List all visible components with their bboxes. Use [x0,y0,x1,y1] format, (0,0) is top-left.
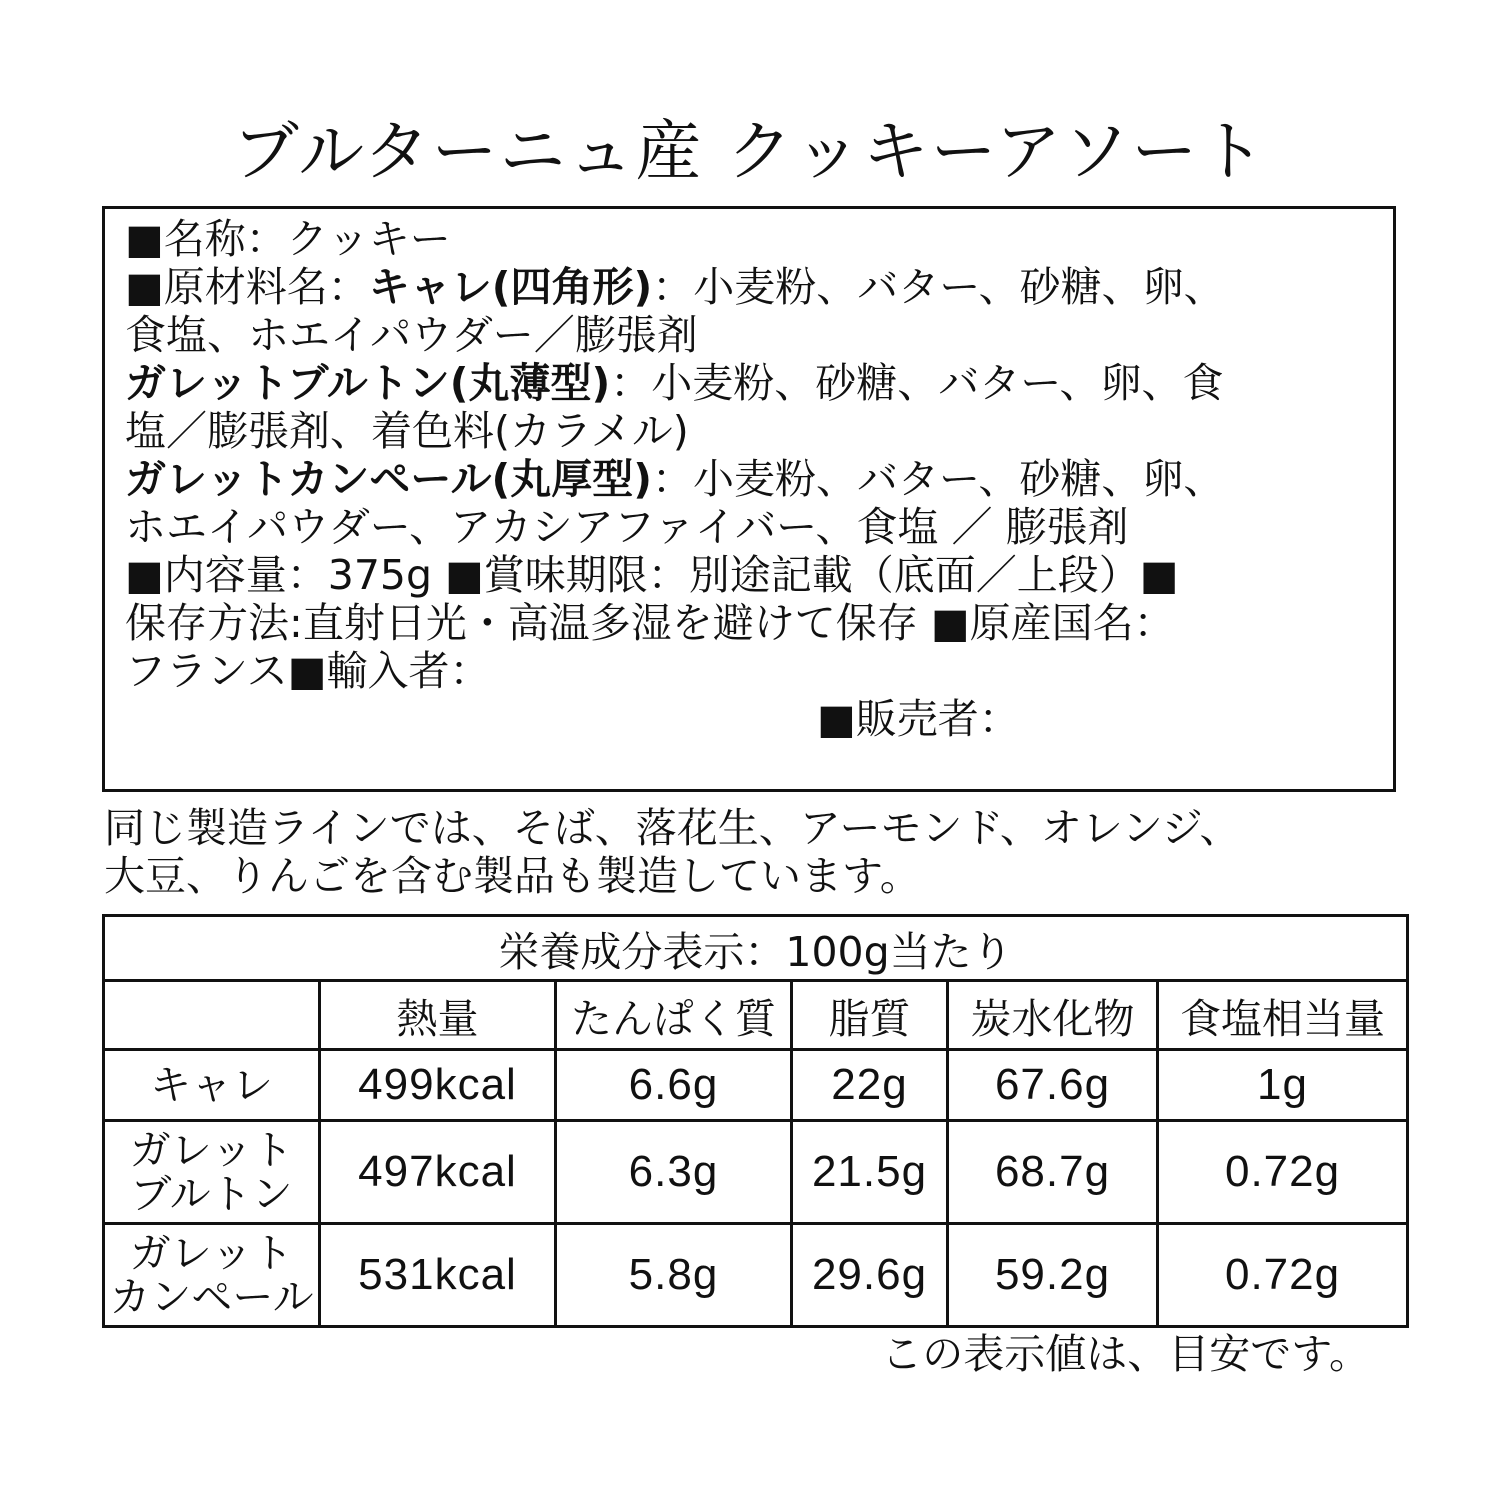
header-energy: 熱量 [320,981,556,1050]
table-row [104,1121,1408,1224]
value-fat: 29.6g [792,1224,948,1327]
value-fat: 22g [792,1050,948,1121]
value-carbohydrate: 67.6g [948,1050,1158,1121]
label-content-line: ■内容量：375g ■賞味期限：別途記載（底面／上段）■ [125,551,1179,599]
nutrition-table [102,914,1409,1328]
row-name-line-2: ブルトン [130,1170,293,1218]
row-name-breton [104,1121,320,1224]
caret-ingredients: ：小麦粉、バター、砂糖、卵、 [652,263,1225,311]
row-name-line: ガレット [129,1229,294,1277]
label-origin-line: フランス■輸入者： [125,647,491,695]
row-name-line: キャレ [150,1061,273,1109]
row-name-line-2: カンペール [109,1273,314,1321]
label-ingredients-caret [125,263,1377,311]
header-carbohydrate: 炭水化物 [948,981,1158,1050]
header-protein: たんぱく質 [556,981,792,1050]
value-salt: 0.72g [1158,1224,1408,1327]
caret-ingredients-cont: 食塩、ホエイパウダー／膨張剤 [125,311,698,359]
campagne-name: ガレットカンペール(丸厚型) [125,455,653,503]
header-empty-cell [104,981,320,1050]
breton-ingredients: ：小麦粉、砂糖、バター、卵、食 [610,359,1224,407]
header-salt: 食塩相当量 [1158,981,1408,1050]
allergen-line-1: 同じ製造ラインでは、そば、落花生、アーモンド、オレンジ、 [104,804,1241,852]
table-row [104,1050,1408,1121]
breton-name: ガレットブルトン(丸薄型) [125,359,611,407]
allergen-line-2: 大豆、りんごを含む製品も製造しています。 [104,852,921,900]
value-protein: 5.8g [556,1224,792,1327]
value-carbohydrate: 68.7g [948,1121,1158,1224]
product-title: ブルターニュ産 クッキーアソート [232,113,1268,190]
value-protein: 6.3g [556,1121,792,1224]
value-fat: 21.5g [792,1121,948,1224]
value-salt: 0.72g [1158,1121,1408,1224]
header-fat: 脂質 [792,981,948,1050]
label-seller-line: ■販売者： [817,695,1020,743]
campagne-ingredients: ：小麦粉、バター、砂糖、卵、 [652,455,1225,503]
value-energy: 499kcal [320,1050,556,1121]
label-ingredients-breton [125,359,1377,407]
ingredients-prefix: ■原材料名： [125,263,369,311]
value-energy: 497kcal [320,1121,556,1224]
value-energy: 531kcal [320,1224,556,1327]
row-name-campagne [104,1224,320,1327]
value-protein: 6.6g [556,1050,792,1121]
footnote: この表示値は、目安です。 [881,1330,1370,1378]
allergen-notice [104,804,1404,900]
label-ingredients-campagne [125,455,1377,503]
nutrition-caption: 栄養成分表示：100g当たり [104,916,1408,981]
breton-ingredients-cont: 塩／膨張剤、着色料(カラメル) [125,407,689,455]
caret-name: キャレ(四角形) [368,263,653,311]
value-carbohydrate: 59.2g [948,1224,1158,1327]
product-label-box [102,206,1396,792]
table-row [104,1224,1408,1327]
row-name-caret [104,1050,320,1121]
value-salt: 1g [1158,1050,1408,1121]
label-storage-line: 保存方法:直射日光・高温多湿を避けて保存 ■原産国名： [125,599,1175,647]
campagne-ingredients-cont: ホエイパウダー、アカシアファイバー、食塩 ／ 膨張剤 [125,503,1129,551]
row-name-line: ガレット [129,1126,294,1174]
label-name-line: ■名称：クッキー [125,215,451,263]
